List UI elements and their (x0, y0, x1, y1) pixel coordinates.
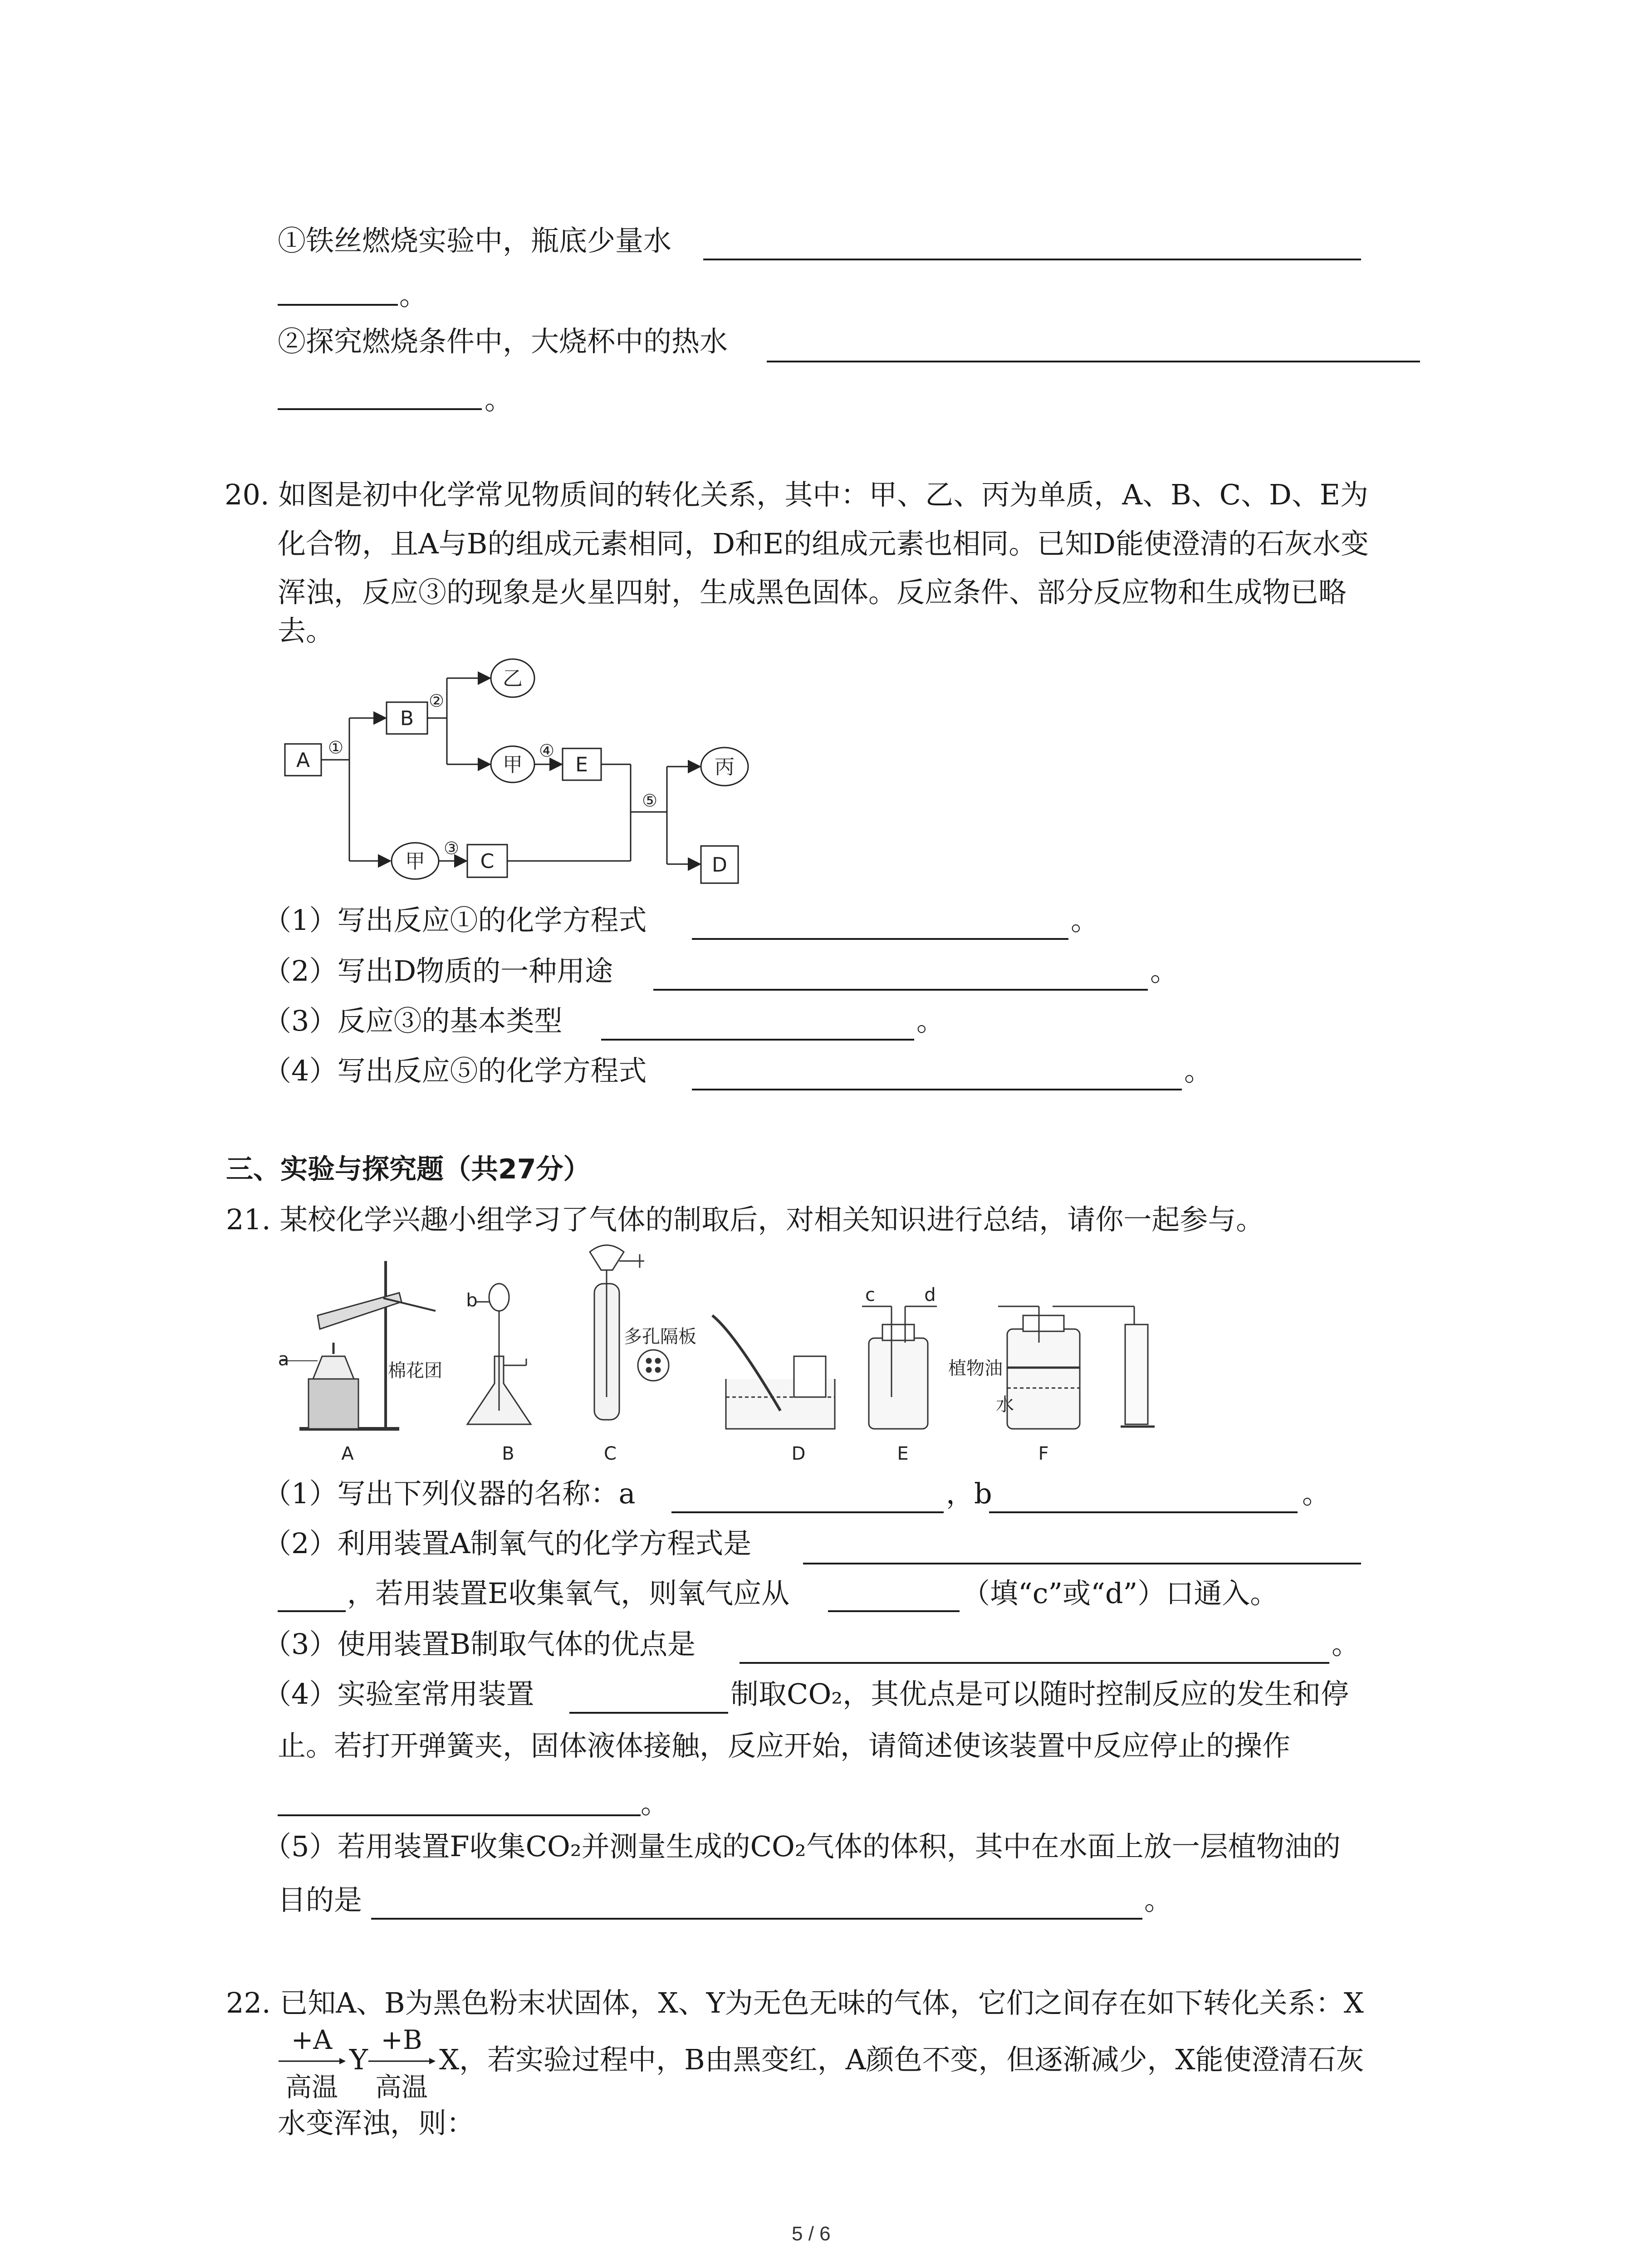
arrow1-condition-top: +A (291, 2024, 333, 2055)
label-water: 水 (996, 1394, 1014, 1415)
label-r4: ④ (539, 741, 555, 761)
q21-blank-5[interactable] (371, 1918, 1142, 1920)
q22-stem-line-3: 水变浑浊，则： (278, 2107, 475, 2140)
page-number: 5 / 6 (792, 2223, 831, 2245)
label-B: B (400, 707, 414, 730)
section-heading: 三、实验与探究题（共27分） (226, 1154, 591, 1185)
label-r2: ② (428, 691, 445, 711)
q20-blank-1[interactable] (692, 938, 1068, 940)
label-E: E (897, 1443, 909, 1464)
q21-part-5-line2: 目的是 (278, 1883, 362, 1916)
arrow2-condition-bottom: 高温 (375, 2072, 428, 2102)
reaction-arrow-2 (367, 2057, 440, 2066)
q21-stem: 21. 某校化学兴趣小组学习了气体的制取后，对相关知识进行总结，请你一起参与。 (226, 1203, 1264, 1236)
q21-blank-4b[interactable] (278, 1814, 641, 1816)
q21-part-2-line2-end: （填“c”或“d”）口通入。 (962, 1577, 1279, 1610)
q22-stem-line-2: X，若实验过程中，B由黑变红，A颜色不变，但逐渐减少，X能使澄清石灰 (439, 2043, 1364, 2076)
q21-blank-3[interactable] (740, 1662, 1329, 1664)
q20-stem-line-1: 20. 如图是初中化学常见物质间的转化关系，其中：甲、乙、丙为单质，A、B、C、D、E为 (225, 478, 1369, 511)
q21-blank-b[interactable] (989, 1511, 1298, 1513)
q21-part-4: （4）实验室常用装置 (263, 1677, 534, 1711)
q21-part-5-end: 。 (1144, 1883, 1173, 1916)
q21-blank-2b[interactable] (278, 1610, 346, 1612)
q22-stem-line-1: 22. 已知A、B为黑色粉末状固体，X、Y为无色无味的气体，它们之间存在如下转化关系：X (226, 1986, 1364, 2019)
q21-blank-a[interactable] (671, 1511, 944, 1513)
q21-part-5: （5）若用装置F收集CO₂并测量生成的CO₂气体的体积，其中在水面上放一层植物油的 (263, 1830, 1341, 1863)
q19-blank-1b[interactable] (278, 304, 398, 306)
q20-part-2-end: 。 (1150, 954, 1179, 987)
q19-item-1: ①铁丝燃烧实验中，瓶底少量水 (278, 224, 672, 257)
reaction-arrow-1 (278, 2057, 350, 2066)
label-F: F (1038, 1443, 1049, 1464)
q21-blank-2[interactable] (803, 1563, 1361, 1564)
q20-part-4: （4）写出反应⑤的化学方程式 (263, 1054, 647, 1087)
q19-item-2-end: 。 (485, 383, 513, 416)
label-jia-upper: 甲 (503, 753, 523, 777)
q22-species-Y: Y (349, 2043, 368, 2076)
label-oil: 植物油 (948, 1358, 1003, 1379)
q20-stem-line-3: 浑浊，反应③的现象是火星四射，生成黑色固体。反应条件、部分反应物和生成物已略 (278, 576, 1347, 609)
conversion-diagram (272, 649, 771, 903)
q21-part-3: （3）使用装置B制取气体的优点是 (263, 1628, 696, 1661)
q20-stem-line-4: 去。 (278, 614, 334, 647)
q21-part-4-line2: 止。若打开弹簧夹，固体液体接触，反应开始，请简述使该装置中反应停止的操作 (278, 1729, 1291, 1762)
q19-blank-2b[interactable] (278, 408, 482, 410)
label-cotton: 棉花团 (388, 1360, 442, 1381)
label-C: C (604, 1443, 617, 1464)
label-jia-lower: 甲 (405, 850, 425, 873)
q21-part-4-mid: 制取CO₂，其优点是可以随时控制反应的发生和停 (730, 1677, 1349, 1711)
q19-item-2: ②探究燃烧条件中，大烧杯中的热水 (278, 325, 728, 358)
q21-part-1-end: 。 (1302, 1477, 1331, 1510)
q20-part-3-end: 。 (916, 1004, 945, 1037)
label-b: b (466, 1290, 478, 1311)
label-yi: 乙 (503, 667, 523, 690)
q20-stem-line-2: 化合物，且A与B的组成元素相同，D和E的组成元素也相同。已知D能使澄清的石灰水变 (278, 527, 1369, 560)
q20-part-1: （1）写出反应①的化学方程式 (263, 904, 647, 937)
q21-blank-port[interactable] (828, 1610, 960, 1612)
q20-part-4-end: 。 (1184, 1054, 1213, 1087)
q20-blank-4[interactable] (692, 1089, 1182, 1090)
label-E: E (575, 753, 588, 777)
q20-part-1-end: 。 (1071, 904, 1099, 937)
label-r1: ① (328, 738, 344, 758)
q19-blank-2[interactable] (767, 361, 1420, 362)
q20-part-2: （2）写出D物质的一种用途 (263, 954, 613, 987)
q21-part-3-end: 。 (1332, 1628, 1360, 1661)
label-a: a (278, 1349, 289, 1370)
apparatus-diagram (272, 1243, 1316, 1470)
q21-part-2: （2）利用装置A制氧气的化学方程式是 (263, 1527, 752, 1560)
wood-block (309, 1379, 358, 1429)
label-d: d (924, 1285, 936, 1305)
label-C: C (480, 850, 495, 873)
q19-blank-1[interactable] (703, 259, 1361, 260)
q21-part-1-mid: ，b (946, 1477, 992, 1510)
label-B: B (502, 1443, 514, 1464)
q21-part-1: （1）写出下列仪器的名称：a (263, 1477, 636, 1510)
q21-part-2-line2: ，若用装置E收集氧气，则氧气应从 (347, 1577, 790, 1610)
arrow2-condition-top: +B (381, 2024, 422, 2055)
q19-item-1-end: 。 (399, 279, 428, 312)
label-D: D (712, 853, 727, 877)
label-A: A (341, 1443, 354, 1464)
q20-blank-2[interactable] (653, 989, 1148, 991)
label-A: A (296, 748, 310, 772)
label-porous-plate: 多孔隔板 (624, 1326, 696, 1347)
label-r3: ③ (443, 838, 460, 858)
q20-part-3: （3）反应③的基本类型 (263, 1004, 563, 1037)
arrow1-condition-bottom: 高温 (285, 2072, 338, 2102)
label-c: c (865, 1285, 875, 1305)
q20-blank-3[interactable] (601, 1039, 914, 1041)
label-r5: ⑤ (642, 791, 658, 811)
q21-blank-4a[interactable] (569, 1712, 728, 1714)
label-D: D (791, 1443, 806, 1464)
q21-part-4-end: 。 (641, 1787, 669, 1820)
label-bing: 丙 (715, 755, 735, 779)
